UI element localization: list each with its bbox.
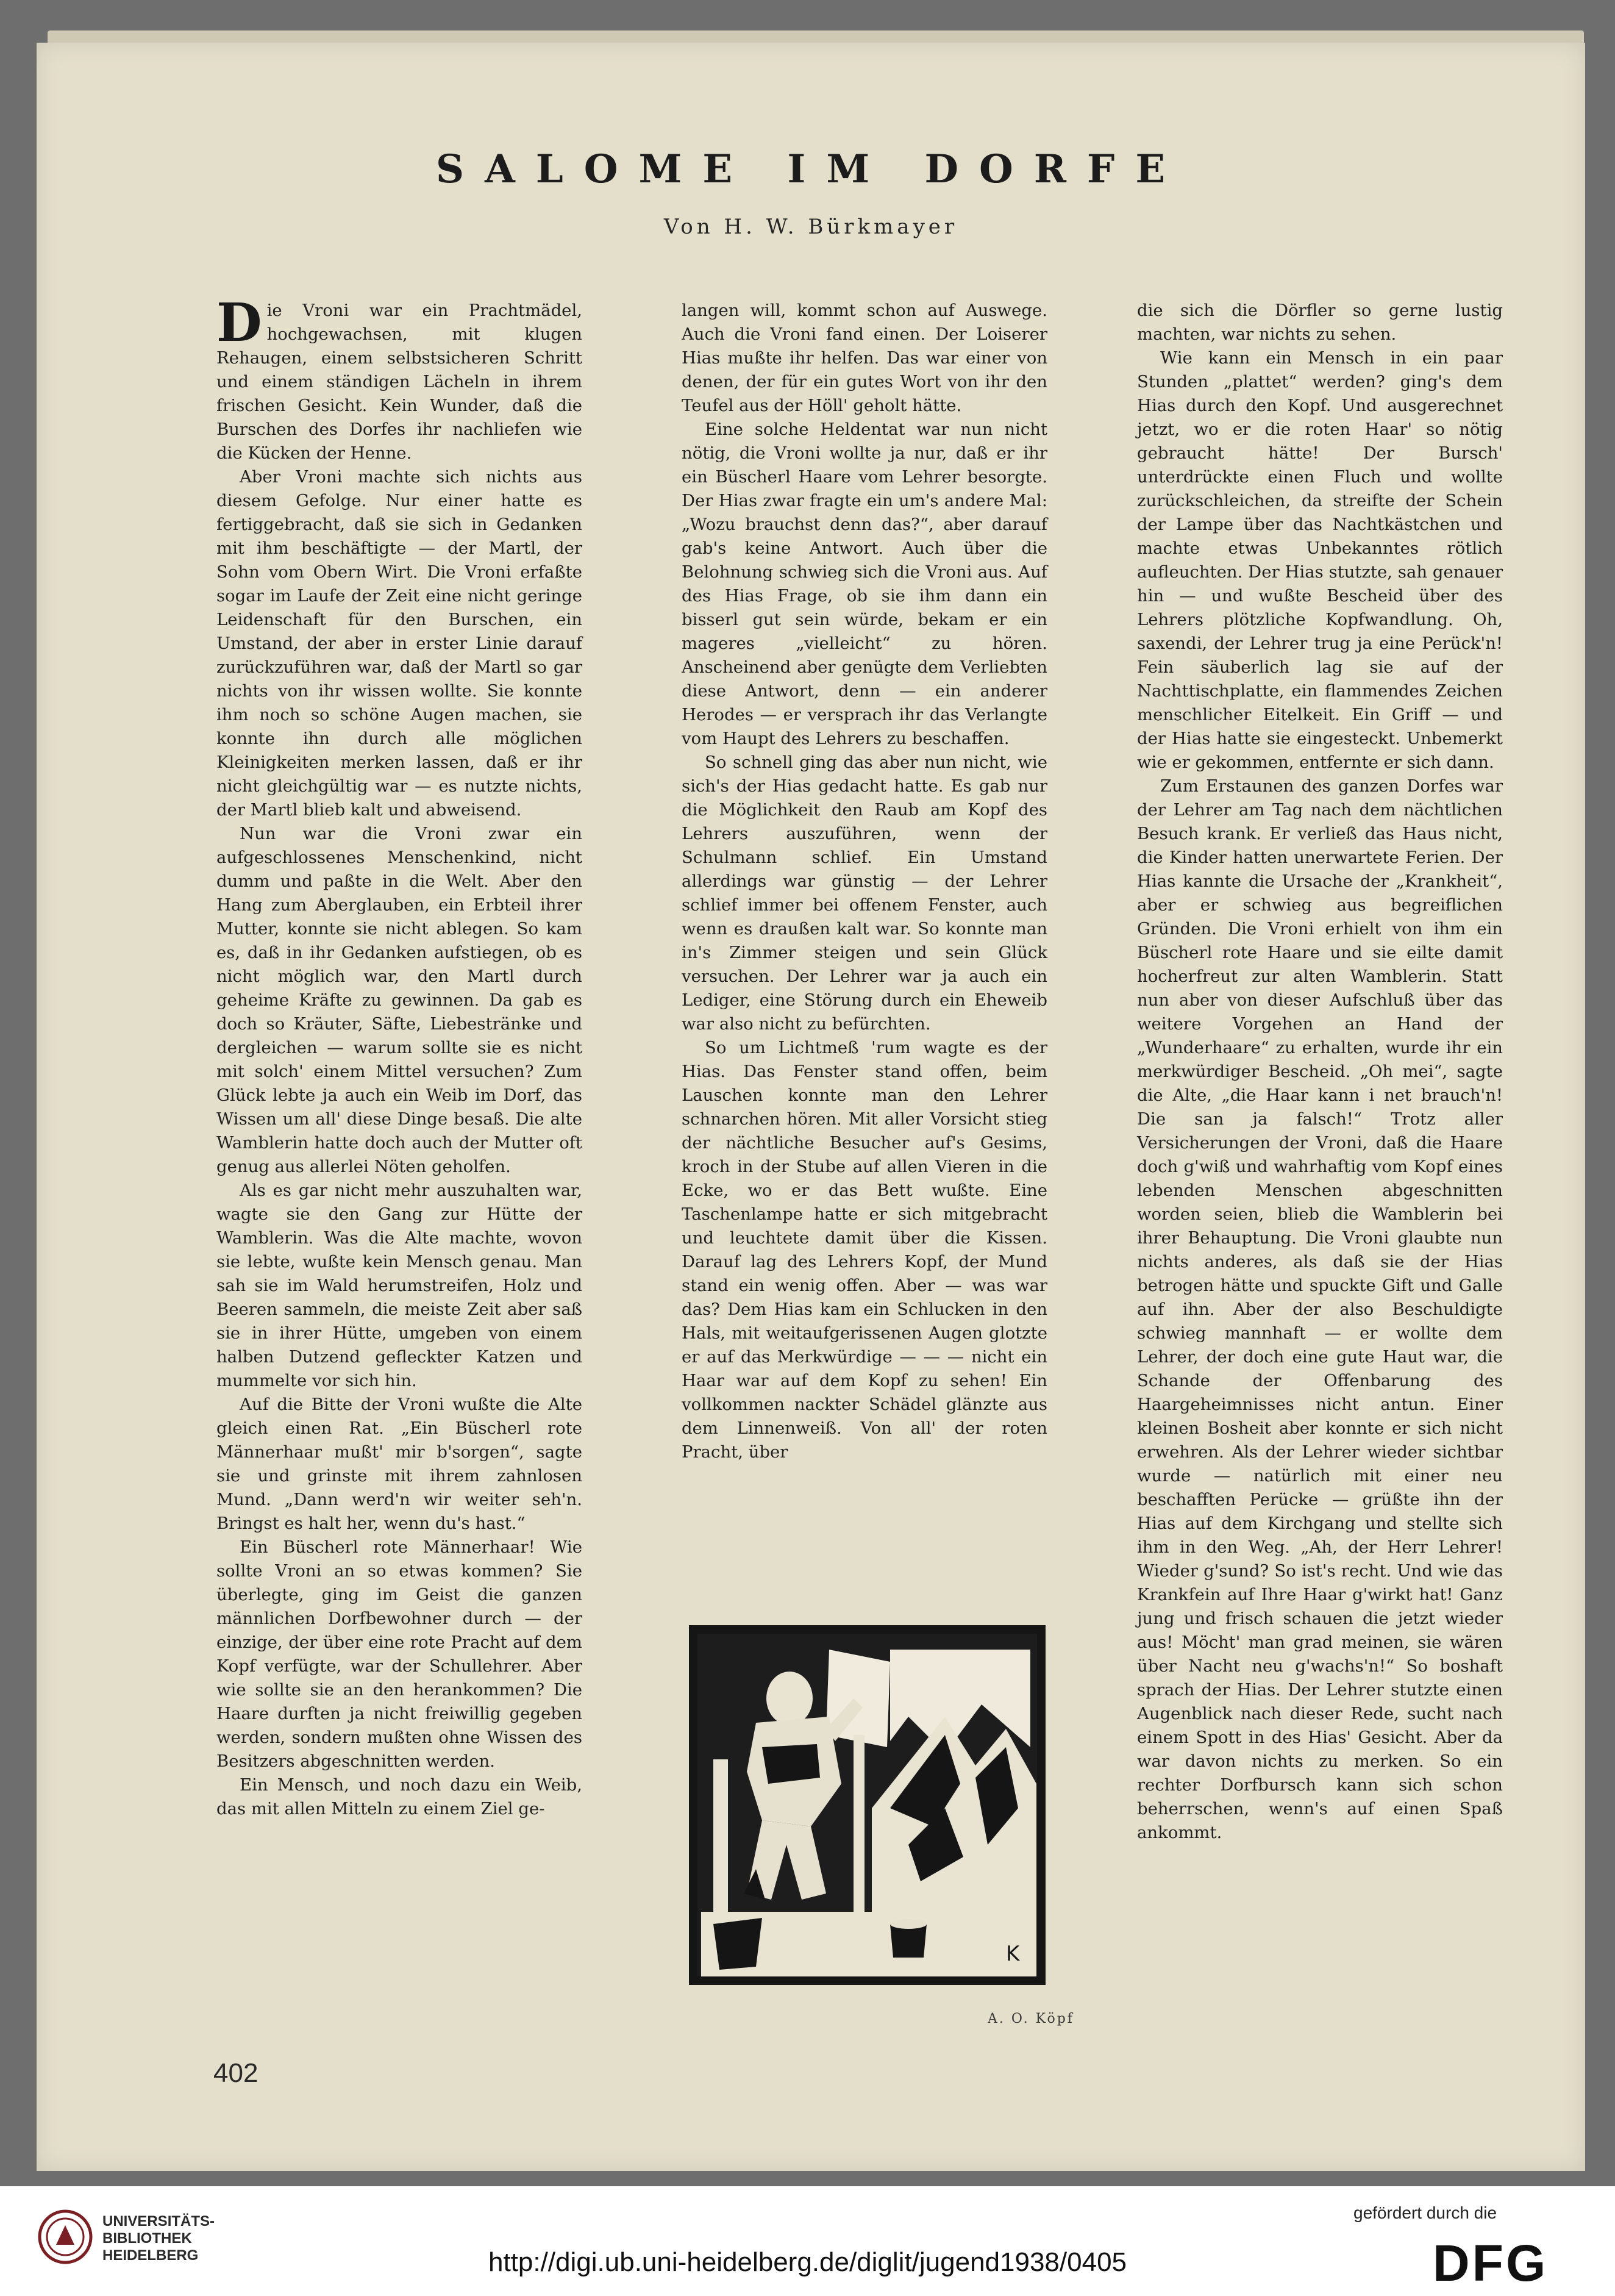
paragraph: Zum Erstaunen des ganzen Dorfes war der Lehrer am Tag nach dem nächtlichen Besuch krank. Er verließ das Haus nicht, die Kinder hatten unerwartete Ferien. Der Hias kannte die Ursache der „Krankheit“, aber er schwieg aus begreiflichen Gründen. Die Vroni erhielt von ihm ein Büscherl rote Haare und sie eilte damit hocherfreut zur alten Wamblerin. Statt nun aber von dieser Aufschluß über das weitere Vorgehen an Hand der „Wunderhaare“ zu erhalten, wurde ihr ein merkwürdiger Bescheid. „Oh mei“, sagte die Alte, „die Haar kann i net brauch'n! Die san ja falsch!“ Trotz aller Versicherungen der Vroni, daß die Haare doch g'wiß und wahrhaftig vom Kopf eines lebenden Menschen abgeschnitten worden seien, blieb die Wamblerin bei ihrer Behauptung. Die Vroni glaubte nun nichts anderes, als daß sie der Hias betrogen hätte und spuckte Gift und Galle auf ihn. Aber der also Beschuldigte schwieg mannhaft — er wollte dem Lehrer, der doch eine gute Haut war, die Schande der Offenbarung des Haargeheimnisses nicht antun. Einer kleinen Bosheit aber konnte er sich nicht erwehren. Als der Lehrer wieder sichtbar wurde — natürlich mit einer neu beschafften Perücke — grüßte ihn der Hias auf dem Kirchgang und stellte sich ihm in den Weg. „Ah, der Herr Lehrer! Wieder g'sund? So ist's recht. Und wie das Krankfein auf Ihre Haar g'wirkt hat! Ganz jung und frisch schauen die jetzt wieder aus! Möcht' man grad meinen, sie wären über Nacht neu g'wachs'n!“ So boshaft sprach der Hias. Der Lehrer stutzte einen Augenblick nach dieser Rede, sucht nach einem Spott in des Hias' Gesicht. Aber da war davon nichts zu merken. So ein rechter Dorfbursch kann sich schon beherrschen, wenn's auf einen Spaß ankommt.: [1137, 776, 1503, 1842]
text-column-3: [1137, 299, 1503, 1845]
paragraph: So schnell ging das aber nun nicht, wie sich's der Hias gedacht hatte. Es gab nur die Möglichkeit den Raub am Kopf des Lehrers auszuführen, wenn der Schulmann schlief. Ein Umstand allerdings war günstig — der Lehrer schlief immer bei offenem Fenster, auch wenn es draußen kalt war. So konnte man in's Zimmer steigen und sein Glück versuchen. Der Lehrer war ja auch ein Lediger, eine Störung durch ein Eheweib war also nicht zu befürchten.: [682, 753, 1047, 1034]
paragraph-text: ie Vroni war ein Prachtmädel, hochgewachsen, mit klugen Rehaugen, einem selbstsicheren Schritt und einem ständigen Lächeln in ihrem frischen Gesicht. Kein Wunder, daß die Burschen des Dorfes ihr nachliefen wie die Kücken der Henne.: [216, 301, 582, 463]
page: [37, 43, 1585, 2171]
library-line-3: HEIDELBERG: [102, 2247, 199, 2264]
paragraph: Eine solche Heldentat war nun nicht nötig, die Vroni wollte ja nur, daß er ihr ein Büscherl Haare vom Lehrer besorgte. Der Hias zwar fragte ein um's andere Mal: „Wozu brauchst denn das?“, aber darauf gab's keine Antwort. Auch über die Belohnung schwieg sich die Vroni aus. Auf des Hias Frage, ob sie ihm dann ein bisserl gut sein würde, bekam er ein mageres „vielleicht“ zu hören. Anscheinend aber genügte dem Verliebten diese Antwort, denn — ein anderer Herodes — er versprach ihr das Verlangte vom Haupt des Lehrers zu beschaffen.: [682, 420, 1047, 748]
text-column-2: [682, 299, 1047, 1462]
library-line-2: BIBLIOTHEK: [102, 2230, 192, 2247]
paragraph: Ein Mensch, und noch dazu ein Weib, das mit allen Mitteln zu einem Ziel ge-: [216, 1775, 582, 1819]
illustration-credit: A. O. Köpf: [988, 2011, 1074, 2026]
paragraph: [216, 292, 582, 465]
funding-note: gefördert durch die: [1353, 2203, 1497, 2222]
paragraph: So um Lichtmeß 'rum wagte es der Hias. Das Fenster stand offen, beim Lauschen konnte man den Lehrer schnarchen hören. Mit aller Vorsicht stieg der nächtliche Besucher auf's Gesims, kroch in der Stube auf allen Vieren in die Ecke, wo er das Bett wußte. Eine Taschenlampe hatte er sich mitgebracht und leuchtete damit über die Kissen. Darauf lag des Lehrers Kopf, der Mund stand ein wenig offen. Aber — was war das? Dem Hias kam ein Schlucken in den Hals, mit weitaufgerissenen Augen glotzte er auf das Merkwürdige — — — nicht ein Haar war auf dem Kopf zu sehen! Ein vollkommen nackter Schädel glänzte aus dem Linnenweiß. Von all' der roten Pracht, über: [682, 1038, 1047, 1462]
footer-bar: [0, 2186, 1615, 2296]
paragraph: langen will, kommt schon auf Auswege. Auch die Vroni fand einen. Der Loiserer Hias mußte ihr helfen. Das war einer von denen, der für ein gutes Wort von ihr den Teufel aus der Höll' geholt hätte.: [682, 301, 1047, 415]
drop-cap: D: [216, 292, 262, 354]
paragraph: die sich die Dörfler so gerne lustig machten, war nichts zu sehen.: [1137, 301, 1503, 344]
paragraph: Ein Büscherl rote Männerhaar! Wie sollte Vroni an so etwas kommen? Sie überlegte, ging im Geist die ganzen männlichen Dorfbewohner durch — der einzige, der über eine rote Pracht auf dem Kopf verfügte, war der Schullehrer. Aber wie sollte sie an den herankommen? Die Haare durften ja nicht freiwillig gegeben werden, sondern mußten ohne Wissen des Besitzers abgeschnitten werden.: [216, 1537, 582, 1771]
paragraph: Auf die Bitte der Vroni wußte die Alte gleich einen Rat. „Ein Büscherl rote Männerhaar mußt' mir b'sorgen“, sagte sie und grinste mit ihrem zahnlosen Mund. „Dann werd'n wir weiter seh'n. Bringst es halt her, wenn du's hast.“: [216, 1395, 582, 1533]
page-number: 402: [213, 2058, 258, 2088]
text-column-1: [216, 292, 582, 1821]
woodcut-illustration: [689, 1625, 1046, 1985]
paragraph: Wie kann ein Mensch in ein paar Stunden „plattet“ werden? ging's dem Hias durch den Kopf. Und ausgerechnet jetzt, wo er die roten Haar' so nötig gebraucht hätte! Der Bursch' unterdrückte einen Fluch und wollte zurückschleichen, da streifte der Schein der Lampe über das Nachtkästchen und machte etwas Unbekanntes rötlich aufleuchten. Der Hias stutzte, sah genauer hin — und wußte Bescheid über des Lehrers plötzliche Kopfwandlung. Oh, saxendi, der Lehrer trug ja eine Perück'n! Fein säuberlich lag sie auf der Nachttischplatte, ein flammendes Zeichen menschlicher Eitelkeit. Ein Griff — und der Hias hatte sie eingesteckt. Unbemerkt wie er gekommen, entfernte er sich dann.: [1137, 348, 1503, 772]
dfg-logo: DFG: [1433, 2234, 1549, 2292]
permalink-url[interactable]: http://digi.ub.uni-heidelberg.de/diglit/jugend1938/0405: [488, 2247, 1127, 2277]
paragraph: Aber Vroni machte sich nichts aus diesem Gefolge. Nur einer hatte es fertiggebracht, daß sie sich in Gedanken mit ihm beschäftigte — der Martl, der Sohn vom Obern Wirt. Die Vroni erfaßte sogar im Laufe der Zeit eine nicht geringe Leidenschaft für den Burschen, ein Umstand, der aber in erster Linie darauf zurückzuführen war, daß der Martl so gar nichts von ihr wissen wollte. Sie konnte ihm noch so schöne Augen machen, sie konnte ihn durch alle möglichen Kleinigkeiten merken lassen, daß er ihr nicht gleichgültig war — es nutzte nichts, der Martl blieb kalt und abweisend.: [216, 467, 582, 820]
woodcut-image: [689, 1625, 1046, 1985]
library-line-1: UNIVERSITÄTS-: [102, 2213, 215, 2230]
article-byline: Von H. W. Bürkmayer: [663, 215, 958, 239]
article-title: SALOME IM DORFE: [435, 146, 1186, 192]
paragraph: Als es gar nicht mehr auszuhalten war, wagte sie den Gang zur Hütte der Wamblerin. Was die Alte machte, wovon sie lebte, wußte kein Mensch genau. Man sah sie im Wald herumstreifen, Holz und Beeren sammeln, die meiste Zeit aber saß sie in ihrer Hütte, umgeben von einem halben Dutzend gefleckter Katzen und mummelte vor sich hin.: [216, 1181, 582, 1390]
woodcut-monogram: K: [1006, 1942, 1020, 1966]
paragraph: Nun war die Vroni zwar ein aufgeschlossenes Menschenkind, nicht dumm und paßte in die Welt. Aber den Hang zum Aberglauben, ein Erbteil ihrer Mutter, konnte sie nicht ablegen. So kam es, daß in ihr Gedanken aufstiegen, ob es nicht möglich war, den Martl durch geheime Kräfte zu gewinnen. Da gab es doch so Kräuter, Säfte, Liebestränke und dergleichen — warum sollte sie es nicht mit solch' einem Mittel versuchen? Zum Glück lebte ja auch ein Weib im Dorf, das Wissen um all' diese Dinge besaß. Die alte Wamblerin hatte doch auch der Mutter oft genug aus allerlei Nöten geholfen.: [216, 824, 582, 1176]
